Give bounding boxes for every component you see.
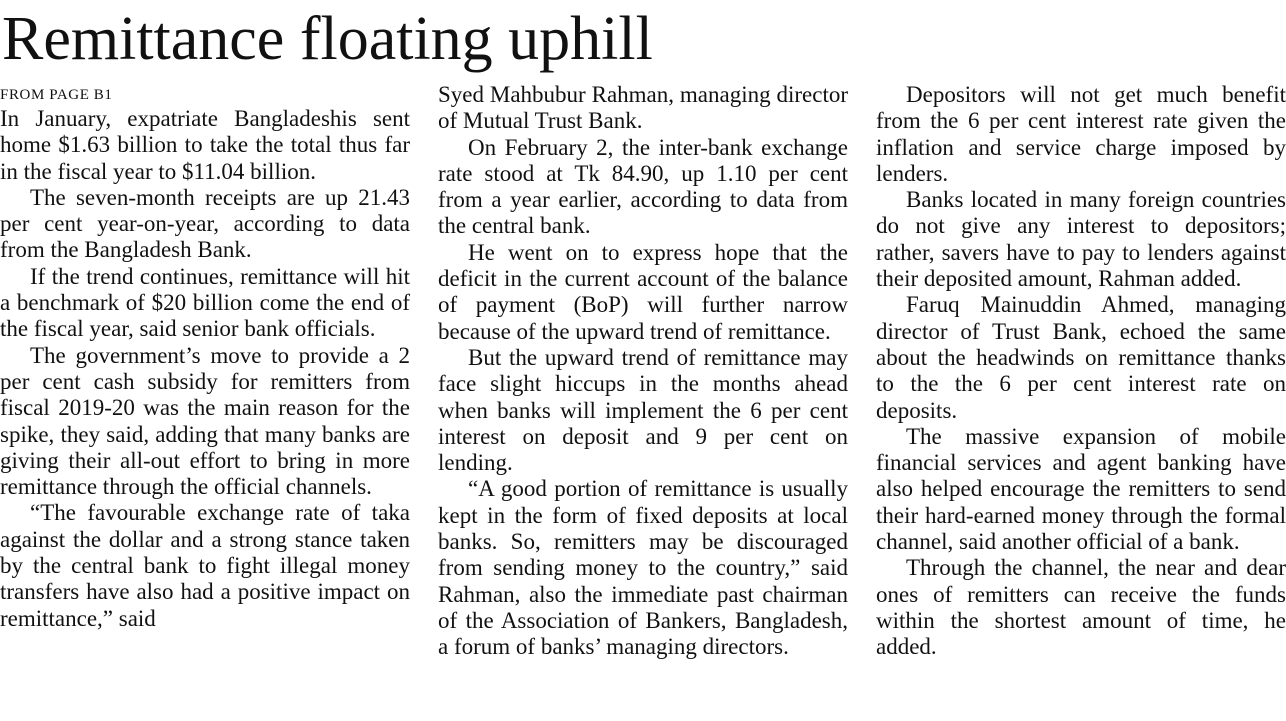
article-column-2 (438, 82, 848, 661)
body-paragraph: “A good portion of remittance is usually kept in the form of fixed deposits at local banks. So, remitters may be discouraged from sending money to the country,” said Rahman, also the immediate past chairman of the Association of Bankers, Bangladesh, a forum of banks’ managing directors. (438, 476, 848, 660)
body-paragraph: The government’s move to provide a 2 per cent cash subsidy for remitters from fiscal 2019-20 was the main reason for the spike, they said, adding that many banks are giving their all-out effort to bring in more remittance through the official channels. (0, 342, 410, 500)
body-paragraph: Through the channel, the near and dear ones of remitters can receive the funds within the shortest amount of time, he added. (876, 555, 1286, 660)
article-headline: Remittance floating uphill (2, 5, 653, 73)
continued-from-label: FROM PAGE B1 (0, 87, 113, 103)
article-column-3 (876, 82, 1286, 661)
body-paragraph: He went on to express hope that the deficit in the current account of the balance of payment (BoP) will further narrow because of the upward trend of remittance. (438, 239, 848, 344)
body-paragraph: “The favourable exchange rate of taka against the dollar and a strong stance taken by the central bank to fight illegal money transfers have also had a positive impact on remittance,” said (0, 500, 410, 631)
body-paragraph: On February 2, the inter-bank exchange rate stood at Tk 84.90, up 1.10 per cent from a year earlier, according to data from the central bank. (438, 134, 848, 239)
body-paragraph: Syed Mahbubur Rahman, managing director of Mutual Trust Bank. (438, 82, 848, 134)
body-paragraph: Faruq Mainuddin Ahmed, managing director of Trust Bank, echoed the same about the headwinds on remittance thanks to the the 6 per cent interest rate on deposits. (876, 292, 1286, 423)
body-paragraph: In January, expatriate Bangladeshis sent home $1.63 billion to take the total thus far in the fiscal year to $11.04 billion. (0, 106, 410, 184)
article-column-1 (0, 82, 410, 632)
body-paragraph: Banks located in many foreign countries do not give any interest to depositors; rather, savers have to pay to lenders against their deposited amount, Rahman added. (876, 187, 1286, 292)
body-paragraph: Depositors will not get much benefit from the 6 per cent interest rate given the inflation and service charge imposed by lenders. (876, 82, 1286, 186)
body-paragraph: The seven-month receipts are up 21.43 per cent year-on-year, according to data from the Bangladesh Bank. (0, 184, 410, 263)
body-paragraph: If the trend continues, remittance will hit a benchmark of $20 billion come the end of the fiscal year, said senior bank officials. (0, 263, 410, 342)
body-paragraph: The massive expansion of mobile financial services and agent banking have also helped encourage the remitters to send their hard-earned money through the formal channel, said another official of a bank. (876, 423, 1286, 555)
body-paragraph: But the upward trend of remittance may face slight hiccups in the months ahead when banks will implement the 6 per cent interest on deposit and 9 per cent on lending. (438, 344, 848, 476)
